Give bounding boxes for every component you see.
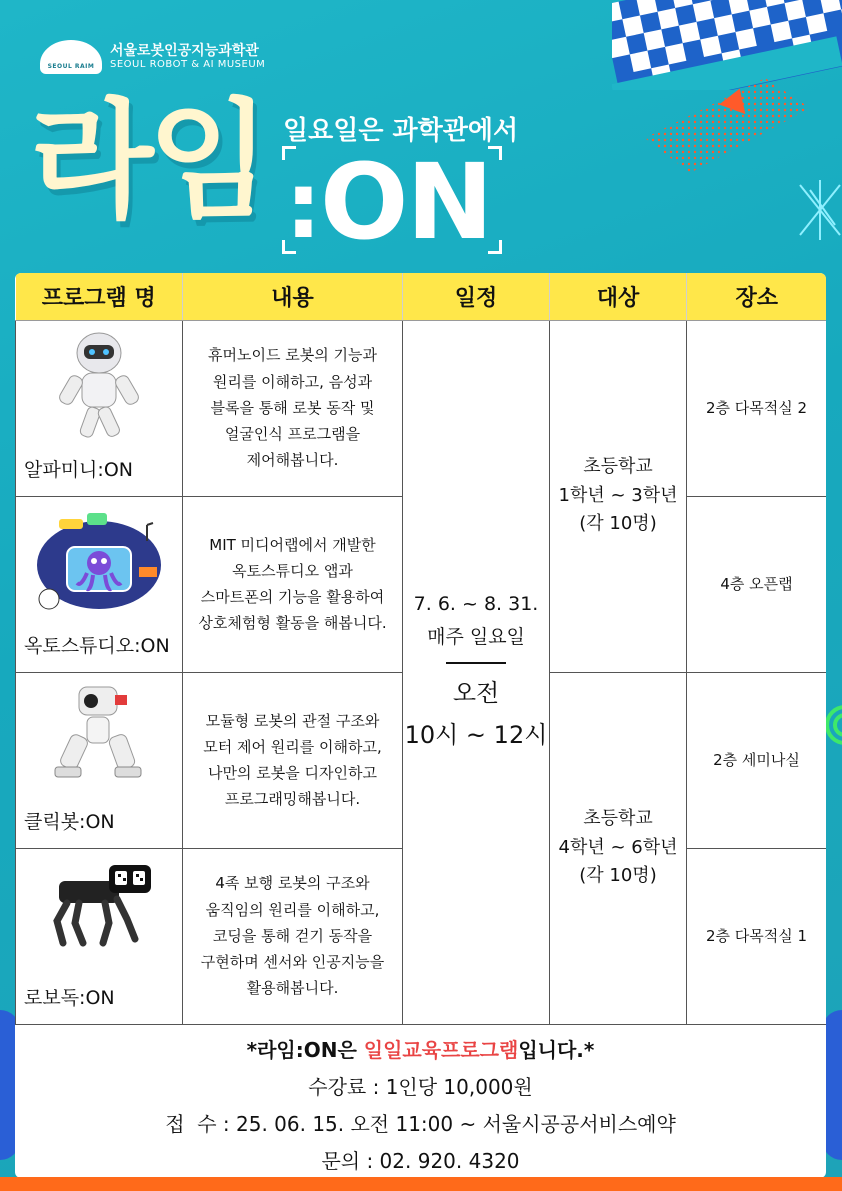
title-colon: :: [285, 152, 322, 259]
description-line: 얼굴인식 프로그램을: [224, 425, 361, 444]
title-raim: 라임: [30, 87, 266, 236]
description-line: 구현하며 센서와 인공지능을: [200, 953, 385, 972]
fee-info: 수강료 : 1인당 10,000원: [308, 1075, 533, 1099]
title-on: ON: [320, 141, 492, 263]
logo-mark-text: SEOUL RAIM: [47, 63, 95, 70]
bracket-top-left: [282, 146, 296, 160]
program-cell-clickbot: [16, 672, 183, 848]
program-note: [15, 1034, 826, 1063]
logo-mark-icon: [40, 40, 102, 74]
header-program-name: 프로그램 명: [16, 273, 183, 320]
info-footer: [15, 1026, 826, 1174]
contact-info: 문의 : 02. 920. 4320: [321, 1149, 520, 1173]
schedule-time: 10시 ~ 12시: [404, 721, 548, 750]
schedule-ampm: 오전: [452, 679, 500, 708]
schedule-divider: [446, 662, 506, 664]
target-capacity: (각 10명): [579, 865, 657, 887]
museum-logo: [40, 40, 265, 74]
table-row: [16, 320, 827, 496]
header-place: 장소: [687, 273, 827, 320]
target-cell: [550, 320, 687, 672]
schedule-day: 매주 일요일: [427, 626, 525, 648]
target-school: 초등학교: [583, 807, 653, 829]
target-cell: [550, 672, 687, 1024]
header-content: 내용: [183, 273, 403, 320]
program-name: 클릭봇:ON: [24, 811, 115, 834]
program-name: 로보독:ON: [24, 987, 115, 1010]
title-subtitle: 일요일은 과학관에서: [283, 116, 519, 146]
program-description: [183, 320, 403, 496]
program-description: [183, 672, 403, 848]
program-cell-alphamini: [16, 320, 183, 496]
sparkle-decoration: [795, 180, 842, 240]
robot-dog-icon: [39, 859, 159, 957]
description-line: 스마트폰의 기능을 활용하여: [200, 588, 385, 606]
description-line: 모듈형 로봇의 관절 구조와: [205, 711, 380, 730]
bottom-orange-bar: [0, 1177, 842, 1191]
description-line: MIT 미디어랩에서 개발한: [209, 535, 376, 554]
description-line: 나만의 로봇을 디자인하고: [208, 764, 377, 782]
octopus-app-icon: [29, 507, 169, 625]
header-schedule: 일정: [403, 273, 550, 320]
application-info: 접 수 : 25. 06. 15. 오전 11:00 ~ 서울시공공서비스예약: [165, 1112, 676, 1136]
museum-name-english: SEOUL ROBOT & AI MUSEUM: [110, 59, 266, 71]
program-description: [183, 496, 403, 672]
program-table: [15, 273, 826, 1025]
program-cell-octostudio: [16, 496, 183, 672]
bracket-bottom-right: [488, 240, 502, 254]
place-cell: 4층 오픈랩: [687, 496, 827, 672]
bracket-bottom-left: [282, 240, 296, 254]
bracket-top-right: [488, 146, 502, 160]
humanoid-robot-icon: [54, 331, 144, 449]
description-line: 모터 제어 원리를 이해하고,: [203, 737, 382, 756]
description-line: 옥토스튜디오 앱과: [232, 561, 353, 580]
schedule-cell: [403, 320, 550, 1024]
target-capacity: (각 10명): [579, 513, 657, 535]
program-description: [183, 848, 403, 1024]
description-line: 제어해봅니다.: [246, 451, 339, 470]
description-line: 4족 보행 로봇의 구조와: [215, 874, 370, 893]
program-name: 알파미니:ON: [24, 459, 133, 482]
program-name: 옥토스튜디오:ON: [24, 635, 170, 658]
header-target: 대상: [550, 273, 687, 320]
table-header-row: [16, 273, 827, 320]
description-line: 활용해봅니다.: [246, 979, 339, 998]
description-line: 코딩을 통해 걷기 동작을: [212, 926, 373, 945]
program-sheet: [15, 273, 826, 1178]
target-grades: 4학년 ~ 6학년: [558, 836, 678, 858]
description-line: 상호체험형 활동을 해봅니다.: [198, 614, 387, 633]
place-cell: 2층 다목적실 1: [687, 848, 827, 1024]
target-grades: 1학년 ~ 3학년: [558, 484, 678, 506]
description-line: 움직임의 원리를 이해하고,: [205, 900, 380, 919]
note-suffix: 입니다.*: [518, 1038, 595, 1062]
program-cell-robodog: [16, 848, 183, 1024]
note-prefix: *라임:ON은: [246, 1038, 364, 1062]
description-line: 블록을 통해 로봇 동작 및: [210, 398, 375, 417]
checker-pattern-decoration: [612, 0, 842, 90]
target-school: 초등학교: [583, 455, 653, 477]
description-line: 휴머노이드 로봇의 기능과: [208, 346, 377, 365]
description-line: 프로그래밍해봅니다.: [224, 790, 361, 809]
schedule-dates: 7. 6. ~ 8. 31.: [413, 592, 539, 615]
note-highlight: 일일교육프로그램: [363, 1038, 519, 1062]
description-line: 원리를 이해하고, 음성과: [212, 372, 373, 391]
museum-name-korean: 서울로봇인공지능과학관: [110, 42, 259, 59]
place-cell: 2층 세미나실: [687, 672, 827, 848]
modular-robot-icon: [49, 683, 149, 791]
place-cell: 2층 다목적실 2: [687, 320, 827, 496]
